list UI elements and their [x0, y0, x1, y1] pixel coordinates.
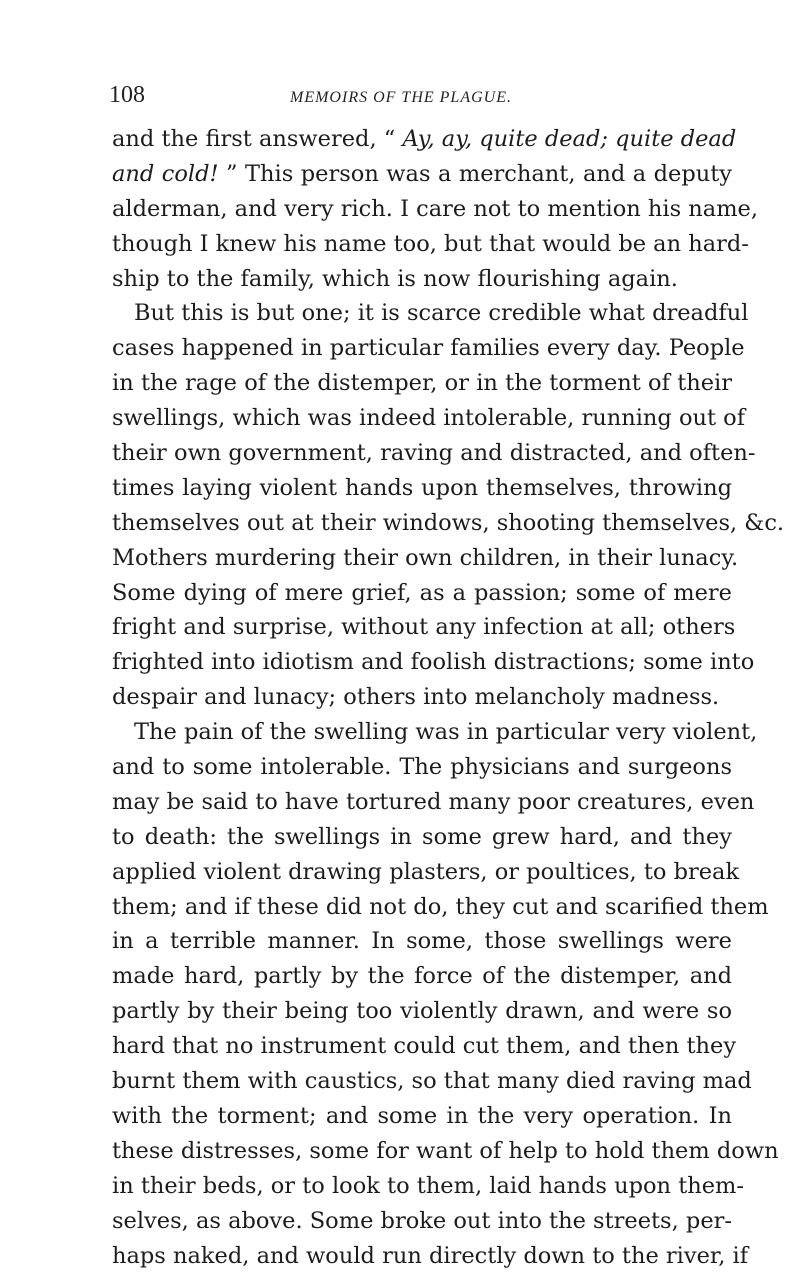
text-line [112, 855, 740, 890]
page-number: 108 [109, 82, 145, 108]
italic-text: Ay, ay, quite dead; quite dead [402, 126, 737, 152]
text-line [112, 1204, 732, 1239]
text-line [112, 401, 746, 436]
text-segment: But this is but one; it is scarce credible what dreadful [134, 300, 749, 327]
text-segment: and the first answered, “ [112, 126, 403, 152]
text-segment: in a terrible manner. In some, those swellings were [112, 928, 732, 955]
text-line [112, 576, 732, 611]
text-line [112, 331, 745, 366]
text-segment: cases happened in particular families every day. People [112, 335, 745, 362]
text-segment: in the rage of the distemper, or in the torment of their [112, 370, 732, 397]
text-line [112, 227, 749, 262]
text-line [112, 959, 732, 994]
text-segment: Some dying of mere grief, as a passion; some of mere [112, 579, 732, 606]
running-head [109, 82, 669, 114]
text-line [112, 785, 755, 820]
text-segment: made hard, partly by the force of the distemper, and [112, 963, 732, 990]
text-segment: partly by their being too violently drawn, and were so [112, 998, 732, 1025]
text-line [112, 541, 739, 576]
running-title: MEMOIRS OF THE PLAGUE. [290, 89, 512, 106]
text-line [112, 1134, 779, 1169]
text-line [112, 506, 785, 541]
text-segment: times laying violent hands upon themselves, throwing [112, 474, 732, 501]
text-line [112, 471, 732, 506]
text-segment: in their beds, or to look to them, laid hands upon them- [112, 1172, 744, 1199]
text-segment: hard that no instrument could cut them, and then they [112, 1033, 737, 1060]
text-line [112, 715, 758, 750]
text-segment: these distresses, some for want of help to hold them down [112, 1137, 779, 1164]
italic-text: and cold! [112, 160, 219, 187]
text-segment: them; and if these did not do, they cut and scarified them [112, 893, 769, 920]
text-line [112, 820, 732, 855]
body-text [112, 122, 785, 1273]
text-segment: Mothers murdering their own children, in their lunacy. [112, 544, 739, 571]
text-segment: burnt them with caustics, so that many died raving mad [112, 1068, 752, 1095]
text-segment: ” This person was a merchant, and a deputy [218, 160, 732, 187]
text-segment: fright and surprise, without any infection at all; others [112, 614, 736, 641]
text-segment: haps naked, and would run directly down to the river, if [112, 1242, 749, 1269]
text-segment: to death: the swellings in some grew hard, and they [112, 823, 732, 850]
text-segment: despair and lunacy; others into melancholy madness. [112, 684, 720, 711]
text-line [112, 645, 755, 680]
text-segment: frighted into idiotism and foolish distractions; some into [112, 649, 755, 676]
text-line [112, 192, 758, 227]
text-line [112, 1029, 737, 1064]
text-line [112, 1064, 752, 1099]
text-segment: alderman, and very rich. I care not to mention his name, [112, 195, 758, 222]
text-line [112, 157, 732, 192]
text-line [112, 1169, 744, 1204]
text-line [112, 994, 732, 1029]
text-segment: selves, as above. Some broke out into the streets, per- [112, 1207, 732, 1234]
text-segment: may be said to have tortured many poor creatures, even [112, 788, 755, 815]
text-line [112, 262, 732, 297]
text-segment: applied violent drawing plasters, or poultices, to break [112, 858, 740, 885]
text-segment: and to some intolerable. The physicians and surgeons [112, 754, 732, 781]
text-segment: their own government, raving and distracted, and often- [112, 440, 756, 467]
text-line [112, 750, 732, 785]
text-segment: with the torment; and some in the very operation. In [112, 1102, 732, 1129]
text-line [112, 924, 732, 959]
text-line [112, 1099, 732, 1134]
text-segment: swellings, which was indeed intolerable, running out of [112, 405, 746, 432]
text-segment: The pain of the swelling was in particular very violent, [134, 719, 758, 746]
text-segment: though I knew his name too, but that would be an hard- [112, 230, 749, 257]
text-line [112, 296, 749, 331]
text-line [112, 122, 737, 157]
text-line [112, 1239, 749, 1274]
text-line [112, 366, 732, 401]
text-line [112, 436, 756, 471]
text-segment: themselves out at their windows, shooting themselves, &c. [112, 509, 785, 536]
text-segment: ship to the family, which is now flourishing again. [112, 265, 678, 292]
text-line [112, 610, 736, 645]
text-line [112, 890, 769, 925]
text-line [112, 680, 732, 715]
